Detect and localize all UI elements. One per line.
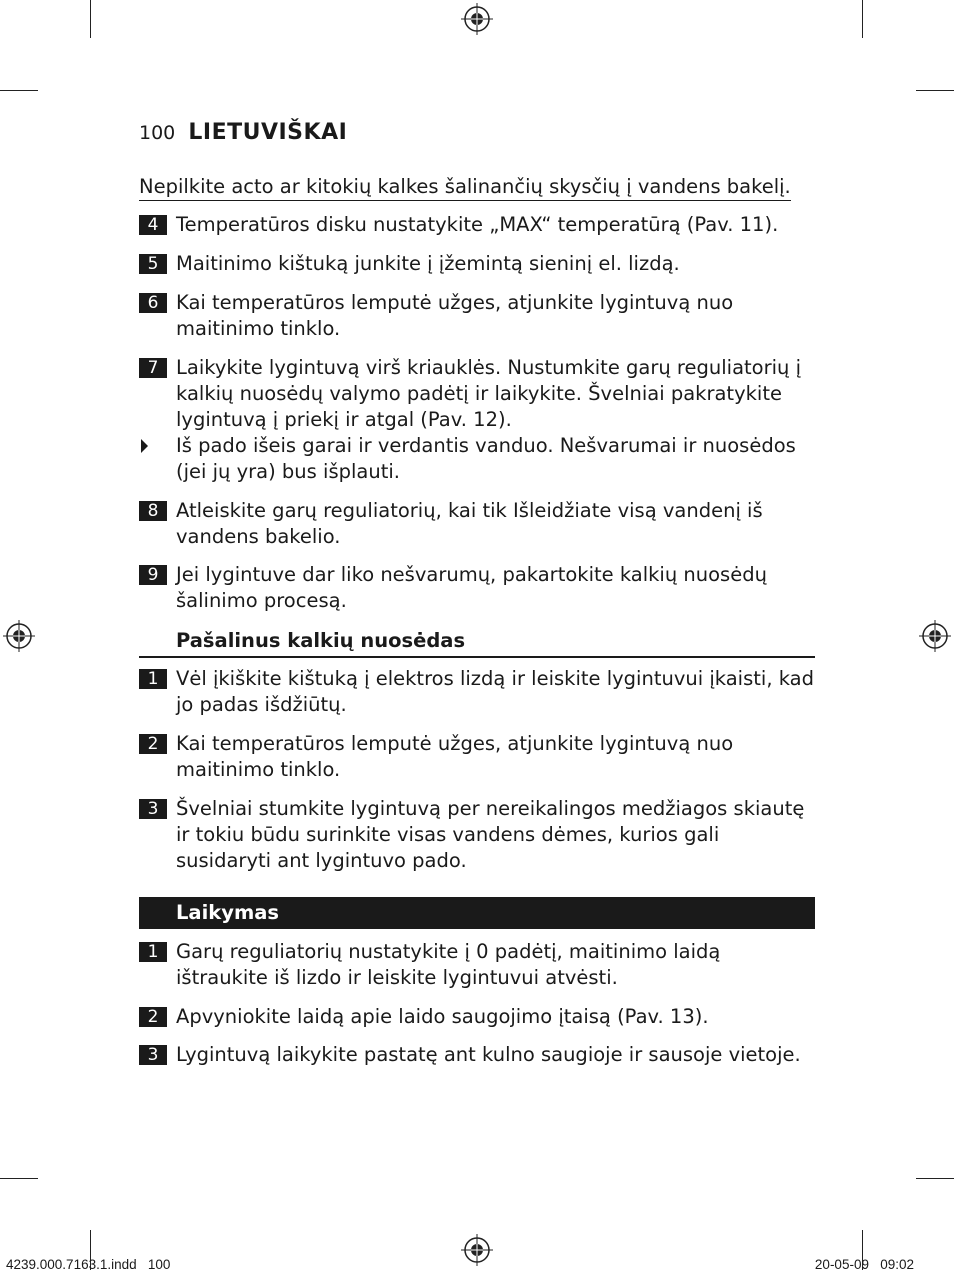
step-text: Lygintuvą laikykite pastatę ant kulno saugioje ir sausoje vietoje.	[176, 1043, 801, 1066]
page-header	[139, 120, 347, 145]
step-text: Maitinimo kištuką junkite į įžemintą sieninį el. lizdą.	[176, 252, 680, 275]
subheading: Pašalinus kalkių nuosėdas	[176, 629, 466, 652]
registration-mark-icon	[3, 620, 35, 652]
step-item	[139, 498, 815, 550]
warning-text: Nepilkite acto ar kitokių kalkes šalinančių skysčių į vandens bakelį.	[139, 174, 791, 201]
step-item	[139, 796, 815, 874]
step-text: Kai temperatūros lemputė užges, atjunkite lygintuvą nuo maitinimo tinklo.	[176, 291, 734, 340]
step-text: Garų reguliatorių nustatykite į 0 padėtį, maitinimo laidą ištraukite iš lizdo ir leiskite lygintuvui atvėsti.	[176, 940, 721, 989]
step-item	[139, 290, 815, 342]
crop-mark	[916, 90, 954, 91]
page-number: 100	[139, 122, 176, 144]
registration-mark-icon	[461, 3, 493, 35]
bullet-item	[139, 433, 815, 485]
step-item	[139, 666, 815, 718]
step-item	[139, 251, 815, 277]
bullet-text: Iš pado išeis garai ir verdantis vanduo. Nešvarumai ir nuosėdos (jei jų yra) bus išplauti.	[176, 434, 796, 483]
step-number: 3	[139, 799, 167, 819]
crop-mark	[0, 90, 38, 91]
registration-mark-icon	[461, 1234, 493, 1266]
step-number: 1	[139, 942, 167, 962]
step-number: 6	[139, 293, 167, 313]
step-number: 2	[139, 1007, 167, 1027]
step-item	[139, 731, 815, 783]
step-number: 9	[139, 565, 167, 585]
step-text: Jei lygintuve dar liko nešvarumų, pakartokite kalkių nuosėdų šalinimo procesą.	[176, 563, 767, 612]
step-text: Temperatūros disku nustatykite „MAX“ temperatūrą (Pav. 11).	[176, 213, 779, 236]
step-text: Vėl įkiškite kištuką į elektros lizdą ir leiskite lygintuvui įkaisti, kad jo padas išdžiūtų.	[176, 667, 814, 716]
section-title: Laikymas	[176, 901, 280, 924]
step-number: 4	[139, 215, 167, 235]
step-number: 3	[139, 1045, 167, 1065]
registration-mark-icon	[919, 620, 951, 652]
crop-mark	[0, 1178, 38, 1179]
step-item	[139, 355, 815, 433]
step-text: Švelniai stumkite lygintuvą per nereikalingos medžiagos skiautę ir tokiu būdu surinkite visas vandens dėmes, kurios gali susidaryti ant lygintuvo pado.	[176, 797, 805, 872]
step-item	[139, 1004, 815, 1030]
step-number: 5	[139, 254, 167, 274]
step-text: Apvyniokite laidą apie laido saugojimo įtaisą (Pav. 13).	[176, 1005, 709, 1028]
language-title: LIETUVIŠKAI	[188, 120, 348, 145]
step-item	[139, 939, 815, 991]
crop-mark	[90, 0, 91, 38]
step-item	[139, 212, 815, 238]
step-text: Kai temperatūros lemputė užges, atjunkite lygintuvą nuo maitinimo tinklo.	[176, 732, 734, 781]
step-number: 7	[139, 358, 167, 378]
crop-mark	[916, 1178, 954, 1179]
step-item	[139, 1042, 815, 1068]
crop-mark	[862, 0, 863, 38]
footer-date-info: 20-05-09 09:02	[814, 1257, 914, 1272]
step-text: Atleiskite garų reguliatorių, kai tik Išleidžiate visą vandenį iš vandens bakelio.	[176, 499, 763, 548]
step-text: Laikykite lygintuvą virš kriauklės. Nustumkite garų reguliatorių į kalkių nuosėdų valymo padėtį ir laikykite. Švelniai pakratykite lygintuvą į priekį ir atgal (Pav. 12).	[176, 356, 802, 431]
step-number: 8	[139, 501, 167, 521]
step-number: 1	[139, 669, 167, 689]
subheading-rule	[139, 656, 815, 658]
bullet-arrow-icon	[141, 439, 148, 453]
footer-file-info: 4239.000.7163.1.indd 100	[6, 1257, 171, 1272]
step-item	[139, 562, 815, 614]
step-number: 2	[139, 734, 167, 754]
section-header-bar	[139, 897, 815, 929]
